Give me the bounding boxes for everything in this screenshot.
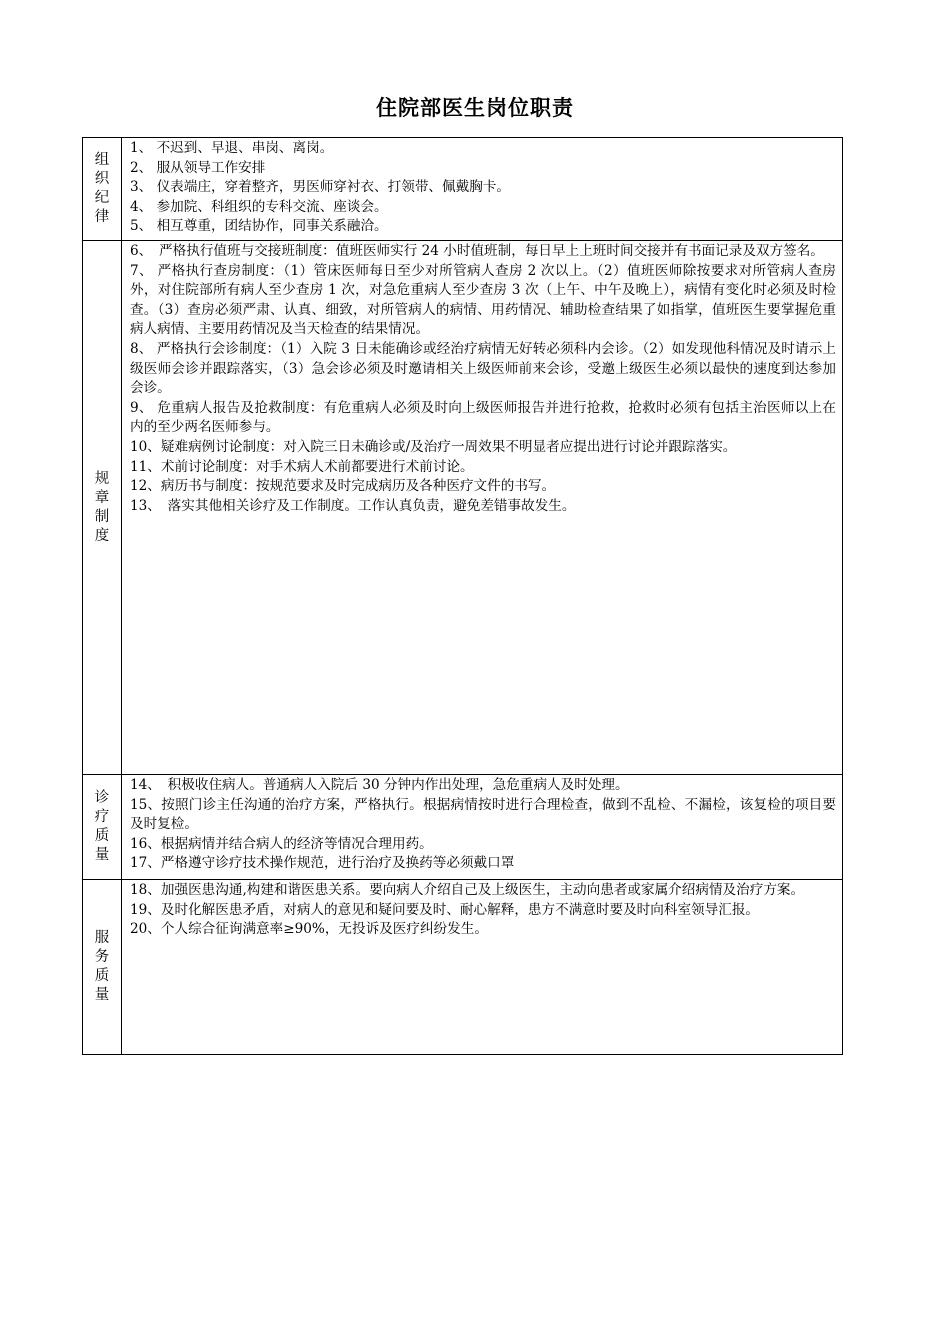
category-label: 规章制度	[94, 470, 110, 544]
duty-item: 10、疑难病例讨论制度：对入院三日未确诊或/及治疗一周效果不明显者应提出进行讨论并跟踪落实。	[130, 438, 737, 455]
duty-item: 8、 严格执行会诊制度：（1）入院 3 日未能确诊或经治疗病情无好转必须科内会诊。（2）如发现他科情况及时请示上级医师会诊并跟踪落实，（3）急会诊必须及时邀请相关上级医师前来会诊，受邀上级医生必须以最快的速度到达参加会诊。	[130, 340, 836, 397]
duty-item: 19、及时化解医患矛盾，对病人的意见和疑问要及时、耐心解释，患方不满意时要及时向科室领导汇报。	[130, 901, 760, 918]
category-cell	[83, 241, 122, 775]
duty-item: 13、 落实其他相关诊疗及工作制度。工作认真负责，避免差错事故发生。	[130, 497, 576, 514]
duties-table	[82, 137, 843, 1055]
category-cell	[83, 138, 122, 241]
duty-item: 14、 积极收住病人。普通病人入院后 30 分钟内作出处理，急危重病人及时处理。	[130, 777, 629, 793]
content-cell	[122, 775, 843, 880]
category-cell	[83, 775, 122, 880]
duty-item: 7、 严格执行查房制度：（1）管床医师每日至少对所管病人查房 2 次以上。（2）值班医师除按要求对所管病人查房外，对住院部所有病人至少查房 1 次，对急危重病人至少查房 3 次（上午、中午及晚上），病情有变化时必须及时检查。（3）查房必须严肃、认真、细致，对所管病人的病情、用药情况、辅助检查结果了如指掌，值班医生要掌握危重病人病情、主要用药情况及当天检查的结果情况。	[130, 262, 836, 338]
section-row-service-quality	[83, 880, 843, 1055]
duty-item: 5、 相互尊重，团结协作，同事关系融洽。	[130, 218, 388, 235]
duty-item: 1、 不迟到、早退、串岗、离岗。	[130, 140, 334, 156]
section-row-regulations	[83, 241, 843, 775]
content-cell	[122, 880, 843, 1055]
category-label: 组织纪律	[94, 152, 110, 225]
duty-item: 9、 危重病人报告及抢救制度：有危重病人必须及时向上级医师报告并进行抢救，抢救时必须有包括主治医师以上在内的至少两名医师参与。	[130, 399, 836, 436]
page-title: 住院部医生岗位职责	[376, 96, 574, 120]
duty-item: 16、根据病情并结合病人的经济等情况合理用药。	[130, 835, 433, 852]
section-row-discipline	[83, 138, 843, 241]
section-row-treatment-quality	[83, 775, 843, 880]
duty-item: 4、 参加院、科组织的专科交流、座谈会。	[130, 198, 388, 215]
category-label: 诊疗质量	[94, 790, 110, 863]
duty-item: 18、加强医患沟通,构建和谐医患关系。要向病人介绍自己及上级医生，主动向患者或家属介绍病情及治疗方案。	[130, 882, 805, 898]
content-cell	[122, 241, 843, 775]
duty-item: 3、 仪表端庄，穿着整齐，男医师穿衬衣、打领带、佩戴胸卡。	[130, 179, 510, 196]
content-cell	[122, 138, 843, 241]
duty-item: 20、个人综合征询满意率≥90%，无投诉及医疗纠纷发生。	[130, 921, 488, 938]
duty-item: 11、术前讨论制度：对手术病人术前都要进行术前讨论。	[130, 458, 474, 475]
duty-item: 6、 严格执行值班与交接班制度：值班医师实行 24 小时值班制，每日早上上班时间交接并有书面记录及双方签名。	[130, 243, 824, 259]
duty-item: 15、按照门诊主任沟通的治疗方案，严格执行。根据病情按时进行合理检查，做到不乱检、不漏检，该复检的项目要及时复检。	[130, 796, 836, 833]
duty-item: 17、严格遵守诊疗技术操作规范，进行治疗及换药等必须戴口罩	[130, 855, 515, 872]
category-label: 服务质量	[94, 930, 110, 1003]
duty-item: 2、 服从领导工作安排	[130, 159, 266, 176]
duty-item: 12、病历书与制度：按规范要求及时完成病历及各种医疗文件的书写。	[130, 478, 556, 495]
category-cell	[83, 880, 122, 1055]
